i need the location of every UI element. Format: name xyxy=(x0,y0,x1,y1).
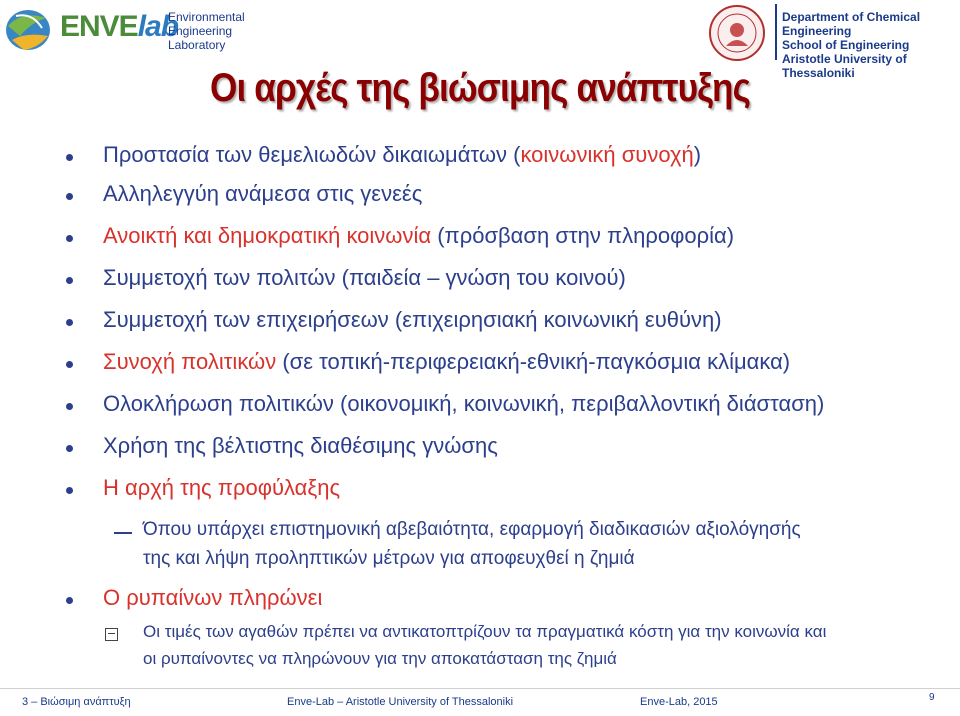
logo-wordmark: ENVElab xyxy=(60,10,179,43)
department-name: Department of Chemical Engineering School of Engineering Aristotle University of Thessaloniki xyxy=(782,10,921,80)
header xyxy=(0,0,960,80)
bullet-dot xyxy=(66,235,73,242)
bullet-item: Ο ρυπαίνων πληρώνει xyxy=(103,585,323,610)
bullet-item: Προστασία των θεμελιωδών δικαιωμάτων (κοινωνική συνοχή) xyxy=(103,142,702,167)
bullet-dot xyxy=(66,154,73,161)
bullet-dot xyxy=(66,277,73,284)
bullet-dot xyxy=(66,319,73,326)
lab-name: Environmental Engineering Laboratory xyxy=(168,10,245,52)
footer-right: Enve-Lab, 2015 xyxy=(640,696,718,708)
bullet-dot xyxy=(66,361,73,368)
bullet-dot xyxy=(66,597,73,604)
header-divider xyxy=(775,4,777,60)
bullet-item: Η αρχή της προφύλαξης xyxy=(103,475,341,500)
bullet-item: Συνοχή πολιτικών (σε τοπική-περιφερειακή-εθνική-παγκόσμια κλίμακα) xyxy=(103,349,791,374)
footer-left: 3 – Βιώσιμη ανάπτυξη xyxy=(22,696,131,708)
bullet-dot xyxy=(66,403,73,410)
bullet-item: Χρήση της βέλτιστης διαθέσιμης γνώσης xyxy=(103,433,498,458)
checkbox-bullet-icon xyxy=(105,628,118,641)
sub-bullet-dash xyxy=(114,532,132,534)
bullet-item: Συμμετοχή των επιχειρήσεων (επιχειρησιακή κοινωνική ευθύνη) xyxy=(103,307,722,332)
bullet-dot xyxy=(66,487,73,494)
page-title: Οι αρχές της βιώσιμης ανάπτυξης xyxy=(209,66,751,110)
sub-bullet-line: Οι τιμές των αγαθών πρέπει να αντικατοπτρίζουν τα πραγματικά κόστη για την κοινωνία και xyxy=(143,622,827,641)
page-number: 9 xyxy=(929,692,935,703)
globe-logo-icon xyxy=(2,6,54,54)
sub-bullet-line: της και λήψη προληπτικών μέτρων για αποφευχθεί η ζημιά xyxy=(143,548,635,569)
footer-center: Enve-Lab – Aristotle University of Thessaloniki xyxy=(287,696,514,708)
bullet-item: Αλληλεγγύη ανάμεσα στις γενεές xyxy=(103,181,423,206)
bullet-dot xyxy=(66,193,73,200)
bullet-item: Συμμετοχή των πολιτών (παιδεία – γνώση του κοινού) xyxy=(103,265,626,290)
bullet-item: Ολοκλήρωση πολιτικών (οικονομική, κοινωνική, περιβαλλοντική διάσταση) xyxy=(103,391,825,416)
sub-bullet-line: οι ρυπαίνοντες να πληρώνουν για την αποκατάσταση της ζημιά xyxy=(143,649,617,668)
university-seal-icon xyxy=(708,4,766,62)
bullet-item: Ανοικτή και δημοκρατική κοινωνία (πρόσβαση στην πληροφορία) xyxy=(103,223,735,248)
footer xyxy=(0,688,960,716)
sub-bullet-line: Όπου υπάρχει επιστημονική αβεβαιότητα, εφαρμογή διαδικασιών αξιολόγησής xyxy=(143,519,801,540)
bullet-dot xyxy=(66,445,73,452)
